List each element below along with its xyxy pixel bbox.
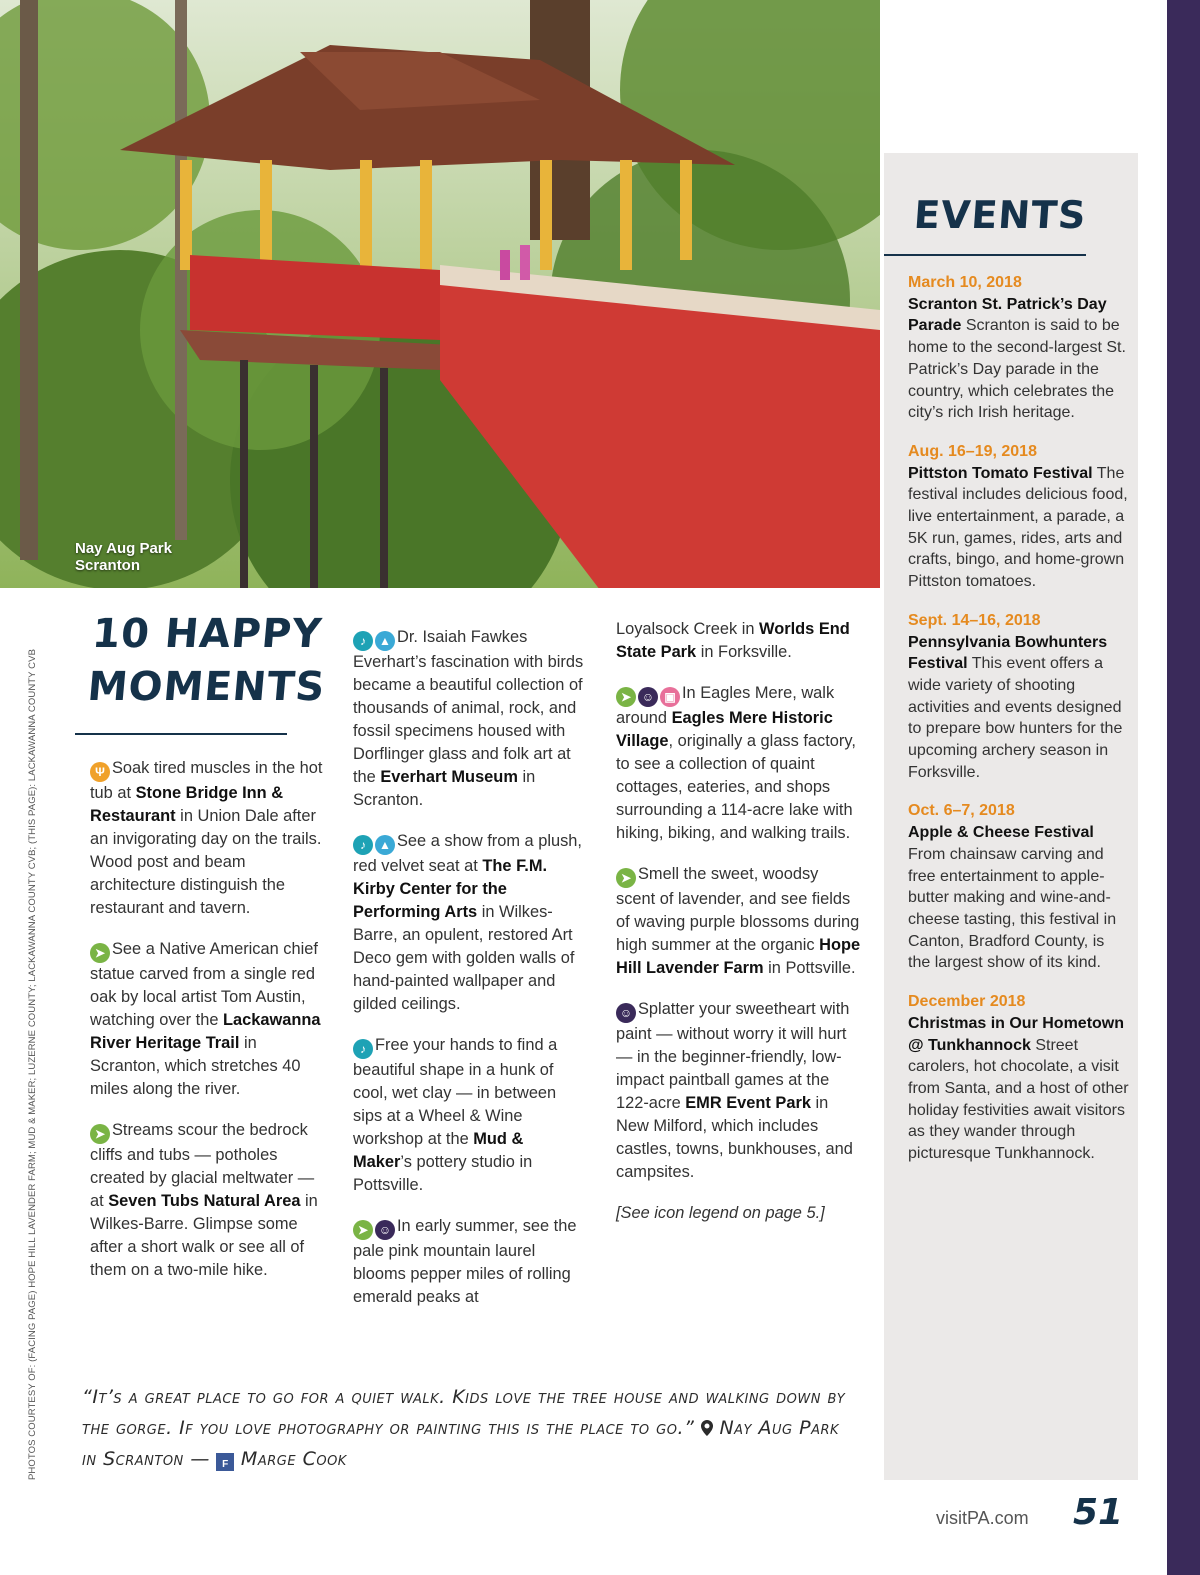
moment-text: Dr. Isaiah Fawkes Everhart’s fascination with birds became a beautiful collection of thousands of animal, rock, and fossil specimens housed with Dorflinger glass and folk art at the <box>353 628 584 786</box>
footer-url[interactable]: visitPA.com <box>936 1508 1029 1528</box>
event-date: March 10, 2018 <box>908 274 1022 291</box>
moments-title-line2: MOMENTS <box>85 664 328 710</box>
reader-quote <box>82 1382 852 1475</box>
photo-caption <box>75 540 172 574</box>
moment-text: in Scranton. <box>353 768 536 809</box>
moment-item <box>353 830 585 1016</box>
events-sidebar <box>884 153 1138 1480</box>
moment-item <box>616 618 861 664</box>
moment-item <box>353 1034 585 1197</box>
moment-text: Streams scour the bedrock cliffs and tubs — potholes created by glacial meltwater — at <box>90 1121 315 1210</box>
moments-title <box>85 608 332 714</box>
compass-arrow-icon: ➤ <box>353 1220 373 1240</box>
music-note-icon: ♪ <box>353 631 373 651</box>
moment-place: Stone Bridge Inn & Restaurant <box>90 784 284 825</box>
facebook-icon: f <box>216 1453 234 1471</box>
moment-place: Worlds End State Park <box>616 620 850 661</box>
museum-icon: ▲ <box>375 835 395 855</box>
museum-icon: ▲ <box>375 631 395 651</box>
event-desc: This event offers a wide variety of shooting activities and events designed to prepare bow hunters for the upcoming archery season in Forksville. <box>908 655 1123 781</box>
compass-arrow-icon: ➤ <box>616 868 636 888</box>
event-date: Aug. 16–19, 2018 <box>908 442 1037 460</box>
moment-place: Hope Hill Lavender Farm <box>616 936 861 977</box>
moment-text: in Union Dale after an invigorating day on the trails. Wood post and beam architecture distinguish the restaurant and tavern. <box>90 807 322 917</box>
moment-item <box>353 1215 585 1309</box>
quote-location: Nay Aug Park in Scranton — <box>82 1417 840 1470</box>
page-edge-bar <box>1167 0 1200 1575</box>
quote-author: Marge Cook <box>240 1448 347 1470</box>
moment-place: EMR Event Park <box>685 1094 811 1112</box>
event-item <box>908 272 1130 424</box>
compass-arrow-icon: ➤ <box>616 687 636 707</box>
white-gap <box>1070 0 1167 153</box>
moments-column-1 <box>90 757 330 1300</box>
moment-place: Lackawanna River Heritage Trail <box>90 1011 321 1052</box>
moment-text: in Forksville. <box>696 643 792 661</box>
legend-note: [See icon legend on page 5.] <box>616 1204 825 1222</box>
event-name: Apple & Cheese Festival <box>908 824 1094 842</box>
event-desc: Scranton is said to be home to the second-largest St. Patrick’s Day parade in the country, which celebrates the city’s rich Irish heritage. <box>908 317 1126 422</box>
moment-item <box>353 626 585 812</box>
event-name: Pittston Tomato Festival <box>908 464 1093 482</box>
moment-text: in Scranton, which stretches 40 miles along the river. <box>90 1034 301 1098</box>
moments-title-line1: 10 HAPPY <box>90 611 324 657</box>
page-number: 51 <box>1073 1492 1124 1533</box>
events-divider <box>884 254 1086 256</box>
compass-arrow-icon: ➤ <box>90 943 110 963</box>
moments-column-3 <box>616 618 861 1243</box>
shopping-bag-icon: ▣ <box>660 687 680 707</box>
event-name: Scranton St. Patrick’s Day Parade <box>908 295 1107 335</box>
moment-text: Free your hands to find a beautiful shape in a hunk of cool, wet clay — in between sips at a Wheel & Wine workshop at the <box>353 1036 558 1148</box>
moment-text: in New Milford, which includes castles, towns, bunkhouses, and campsites. <box>616 1094 853 1181</box>
moment-text: See a show from a plush, red velvet seat at <box>353 832 582 875</box>
moment-text: , originally a glass factory, to see a collection of quaint cottages, eateries, and shops surrounding a 114-acre lake with hiking, biking, and walking trails. <box>616 732 856 842</box>
event-date: Sept. 14–16, 2018 <box>908 611 1041 629</box>
event-item <box>908 991 1130 1165</box>
moment-place: Seven Tubs Natural Area <box>108 1192 301 1210</box>
event-item <box>908 800 1130 974</box>
event-name: Christmas in Our Hometown @ Tunkhannock <box>908 1014 1125 1054</box>
hero-photo <box>0 0 880 588</box>
photo-credit: PHOTOS COURTESY OF: (FACING PAGE) HOPE HILL LAVENDER FARM; MUD & MAKER; LUZERNE COUNTY; LACKAWANNA COUNTY CVB; (THIS PAGE): LACKAWANNA COUNTY CVB <box>27 648 38 1480</box>
moment-item <box>90 1119 330 1282</box>
moment-text: in Pottsville. <box>763 959 856 977</box>
events-title: EVENTS <box>912 193 1088 237</box>
moment-text: Loyalsock Creek in <box>616 620 760 638</box>
moments-divider <box>75 733 287 735</box>
moment-item <box>616 682 861 845</box>
smiley-icon: ☺ <box>616 1003 636 1023</box>
event-name: Pennsylvania Bowhunters Festival <box>908 633 1108 673</box>
event-date: December 2018 <box>908 993 1026 1011</box>
moment-place: Mud & Maker <box>353 1130 524 1171</box>
moment-item <box>616 998 861 1184</box>
music-note-icon: ♪ <box>353 835 373 855</box>
moment-text: in Wilkes-Barre. Glimpse some after a short walk or see all of them on a two-mile hike. <box>90 1192 318 1279</box>
location-pin-icon <box>701 1420 713 1436</box>
moment-text: Soak tired muscles in the hot tub at <box>90 759 323 802</box>
events-list <box>908 272 1130 1182</box>
event-item <box>908 610 1130 784</box>
photo-caption-line2: Scranton <box>75 557 141 574</box>
event-date: Oct. 6–7, 2018 <box>908 802 1015 820</box>
moment-place: The F.M. Kirby Center for the Performing Arts <box>353 857 548 921</box>
event-desc: Street carolers, hot chocolate, a visit from Santa, and a host of other holiday festivities await visitors as they wander through picturesque Tunkhannock. <box>908 1036 1129 1163</box>
moment-text: Smell the sweet, woodsy scent of lavender, and see fields of waving purple blossoms during high summer at the organic <box>616 865 860 954</box>
moment-item <box>90 938 330 1101</box>
moment-place: Everhart Museum <box>380 768 518 786</box>
moment-text: in Wilkes-Barre, an opulent, restored Art Deco gem with golden walls of hand-painted wallpaper and gilded ceilings. <box>353 903 575 1013</box>
event-desc: From chainsaw carving and free entertainment to apple-butter making and wine-and-cheese tasting, this festival in Canton, Bradford County, is the largest show of its kind. <box>908 845 1117 972</box>
quote-text: “It’s a great place to go for a quiet walk. Kids love the tree house and walking down by the gorge. If you love photography or painting this is the place to go.” <box>82 1386 846 1439</box>
moment-text: Splatter your sweetheart with paint — without worry it will hurt — in the beginner-friendly, low-impact paintball games at the 122-acre <box>616 1000 850 1112</box>
moment-text: In early summer, see the pale pink mountain laurel blooms pepper miles of rolling emerald peaks at <box>353 1217 577 1306</box>
music-note-icon: ♪ <box>353 1039 373 1059</box>
photo-caption-line1: Nay Aug Park <box>75 540 172 557</box>
moment-text: In Eagles Mere, walk around <box>616 684 835 727</box>
smiley-icon: ☺ <box>638 687 658 707</box>
moment-place: Eagles Mere Historic Village <box>616 709 833 750</box>
event-item <box>908 441 1130 593</box>
event-desc: The festival includes delicious food, live entertainment, a parade, a 5K run, games, rides, arts and crafts, bingo, and home-grown Pittston tomatoes. <box>908 464 1128 591</box>
smiley-icon: ☺ <box>375 1220 395 1240</box>
fork-knife-icon: Ψ <box>90 762 110 782</box>
moment-text: See a Native American chief statue carved from a single red oak by local artist Tom Austin, watching over the <box>90 940 318 1029</box>
compass-arrow-icon: ➤ <box>90 1124 110 1144</box>
moments-column-2 <box>353 626 585 1327</box>
moment-text: ’s pottery studio in Pottsville. <box>353 1153 533 1194</box>
moment-item <box>90 757 330 920</box>
moment-item <box>616 863 861 980</box>
